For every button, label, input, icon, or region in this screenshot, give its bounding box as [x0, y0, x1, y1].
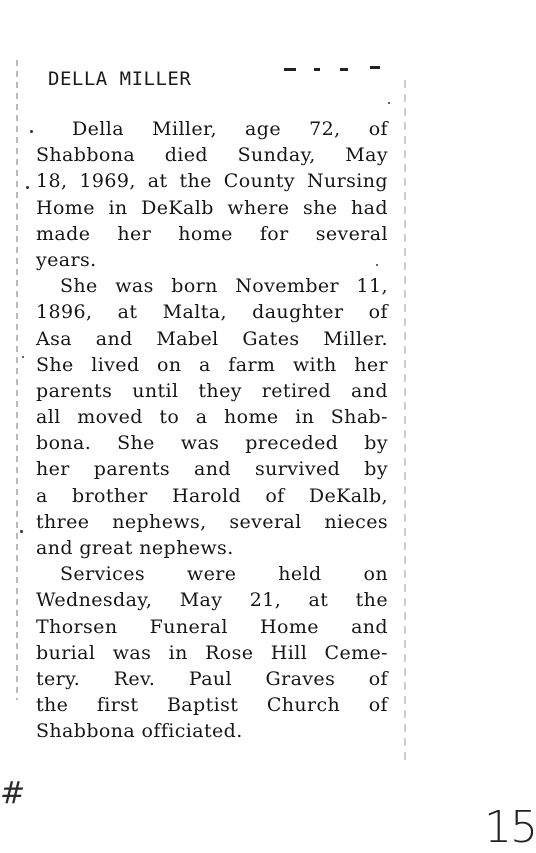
text-line: 1896, at Malta, daughter of — [36, 301, 388, 324]
text-line: Thorsen Funeral Home and — [36, 615, 388, 638]
text-line: her parents and survived by — [36, 458, 388, 481]
text-line: the first Baptist Church of — [36, 694, 388, 717]
text-line: Shabbona died Sunday, May — [36, 144, 388, 167]
text-line: all moved to a home in Shab- — [36, 406, 388, 429]
text-line: 18, 1969, at the County Nursing — [36, 170, 388, 193]
text-line: tery. Rev. Paul Graves of — [36, 667, 388, 690]
ink-speck — [26, 186, 29, 189]
clipping-right-edge — [404, 80, 406, 760]
text-line: years. — [36, 248, 97, 271]
ink-speck — [20, 530, 23, 533]
text-line: burial was in Rose Hill Ceme- — [36, 641, 388, 664]
text-line: made her home for several — [36, 222, 388, 245]
text-line: Della Miller, age 72, of — [72, 118, 388, 140]
print-smudge-marks — [284, 64, 384, 78]
text-line: and great nephews. — [36, 537, 234, 559]
margin-hash-mark: # — [0, 776, 26, 811]
text-line: parents until they retired and — [36, 379, 388, 402]
margin-page-number: 15 — [484, 802, 536, 853]
text-line: bona. She was preceded by — [36, 432, 388, 455]
text-line: Wednesday, May 21, at the — [36, 589, 388, 612]
ink-speck — [30, 130, 33, 133]
text-line: She lived on a farm with her — [36, 353, 388, 376]
text-line: She was born November 11, — [60, 275, 388, 298]
obituary-text — [36, 116, 388, 745]
text-line: a brother Harold of DeKalb, — [36, 484, 388, 507]
obituary-heading: DELLA MILLER — [48, 68, 192, 90]
text-line: Home in DeKalb where she had — [36, 196, 388, 219]
text-line: Asa and Mabel Gates Miller. — [36, 327, 388, 350]
clipping-left-edge — [16, 60, 18, 700]
text-line: Services were held on — [60, 563, 388, 586]
text-line: three nephews, several nieces — [36, 510, 388, 533]
ink-speck — [388, 102, 390, 104]
ink-speck — [22, 356, 24, 358]
text-line: Shabbona officiated. — [36, 720, 243, 743]
